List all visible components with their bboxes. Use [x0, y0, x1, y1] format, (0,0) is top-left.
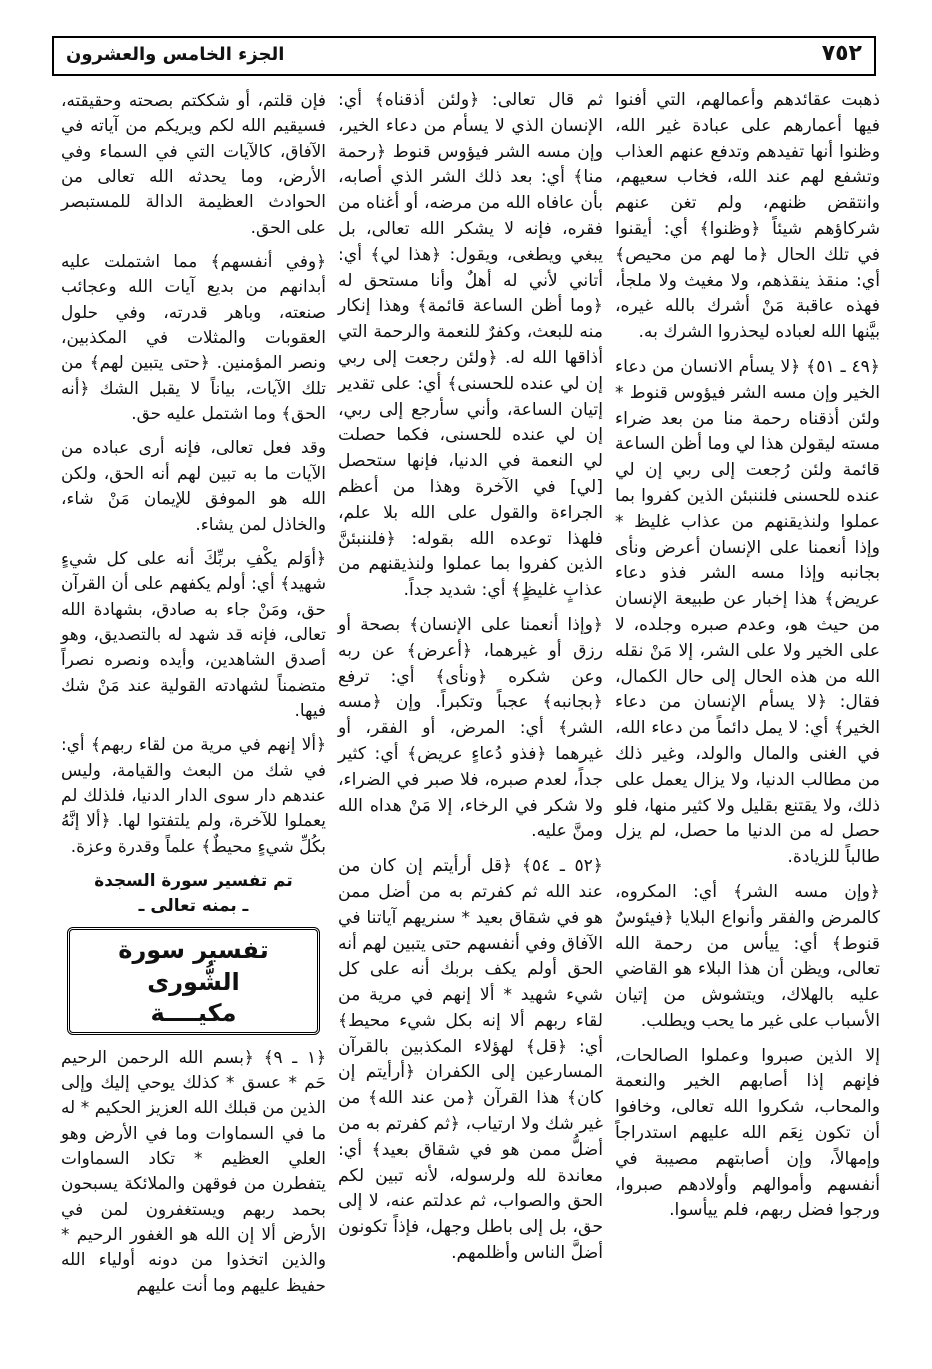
paragraph: ﴿أوَلم يكْفِ بربِّكَ أنه على كل شيءٍ شهيد﴾ أي: أولم يكفهم على أن القرآن حق، ومَنْ جاء به صادق، بشهادة الله تعالى، فإنه قد شهد له بالتصديق، وهو أصدق الشاهدين، وأيده ونصره نصراً متضمناً لشهادته القولية عند مَنْ شك فيها.: [61, 547, 326, 720]
paragraph: ﴿وإن مسه الشر﴾ أي: المكروه، كالمرض والفقر وأنواع البلايا ﴿فيئوسٌ قنوط﴾ أي: ييأس من رحمة الله تعالى، ويظن أن هذا البلاء هو القاضي عليه بالهلاك، ويتشوش من إتيان الأسباب على غير ما يحب ويطلب.: [615, 881, 880, 1031]
page-header: [52, 36, 876, 76]
paragraph: ذهبت عقائدهم وأعمالهم، التي أفنوا فيها أعمارهم على عبادة غير الله، وظنوا أنها تفيدهم وتدفع عنهم العذاب وتشفع لهم عند الله، فخاب سعيهم، وانتقض ظنهم، ولم تغن عنهم شركاؤهم شيئاً ﴿وظنوا﴾ أي: أيقنوا في تلك الحال ﴿ما لهم من محيص﴾ أي: منقذ ينقذهم، ولا مغيث ولا ملجأ، فهذه عاقبة مَنْ أشرك بالله غيره، بيَّنها الله لعباده ليحذروا الشرك به.: [615, 90, 880, 343]
page-number: ٧٥٢: [821, 41, 862, 66]
paragraph: فإن قلتم، أو شككتم بصحته وحقيقته، فسيقيم الله لكم ويريكم من آياته في الآفاق، كالآيات التي في السماء وفي الأرض، وما يحدثه الله تعالى من الحوادث العظيمة الدالة للمستبصر على الحق.: [61, 90, 326, 237]
surah-revelation-type: مكيــــة: [150, 998, 237, 1027]
paragraph: ﴿٤٩ ـ ٥١﴾ ﴿لا يسأم الانسان من دعاء الخير وإن مسه الشر فيؤوس قنوط * ولئن أذقناه رحمة منا من بعد ضراء مسته ليقولن هذا لي وما أظن الساعة قائمة ولئن رُجعت إلى ربي إن لي عنده للحسنى فلننبئن الذين كفروا بما عملوا ولنذيقنهم من عذاب غليظ * وإذا أنعمنا على الإنسان أعرض ونأى بجانبه وإذا مسه الشر فذو دعاء عريض﴾ هذا إخبار عن طبيعة الإنسان من حيث هو، وعدم صبره وجلده، لا على الخير ولا على الشر، إلا مَنْ نقله الله من هذه الحال إلى حال الكمال، فقال: ﴿لا يسأم الإنسان من دعاء الخير﴾ أي: لا يمل دائماً من دعاء الله، في الغنى والمال والولد، وغير ذلك من مطالب الدنيا، ولا يزال يعمل على ذلك، ولا يقتنع بقليل ولا كثير منها، فلو حصل له من الدنيا ما حصل، لم يزل طالباً للزيادة.: [615, 356, 880, 868]
end-of-surah-note-sub: ـ بمنه تعالى ـ: [138, 895, 249, 916]
surah-title: تفسير سورة الشُّورى: [118, 935, 269, 996]
surah-title-box: [67, 927, 320, 1035]
paragraph: إلا الذين صبروا وعملوا الصالحات، فإنهم إذا أصابهم الخير والنعمة والمحاب، شكروا الله تعالى، وخافوا أن تكون نِعَم الله عليهم استدراجاً وإمهالاً، وإن أصابتهم مصيبة في أنفسهم وأموالهم وأولادهم صبروا، ورجوا فضل ربهم، فلم ييأسوا.: [615, 1045, 880, 1221]
column-middle: [338, 88, 603, 1276]
column-left: [61, 88, 326, 1307]
end-of-surah-note: تم تفسير سورة السجدة: [94, 869, 293, 890]
paragraph: ﴿وفي أنفسهم﴾ مما اشتملت عليه أبدانهم من بديع آيات الله وعجائب صنعته، وباهر قدرته، وفي حلول العقوبات والمثلات في المكذبين، ونصر المؤمنين. ﴿حتى يتبين لهم﴾ من تلك الآيات، بياناً لا يقبل الشك ﴿أنه الحق﴾ وما اشتمل عليه حق.: [61, 251, 326, 424]
paragraph: ﴿وإذا أنعمنا على الإنسان﴾ بصحة أو رزق أو غيرهما، ﴿أعرض﴾ عن ربه وعن شكره ﴿ونأى﴾ أي: ترفع ﴿بجانبه﴾ عجباً وتكبراً. وإن ﴿مسه الشر﴾ أي: المرض، أو الفقر، أو غيرهما ﴿فذو دُعاءٍ عريض﴾ أي: كثير جداً، لعدم صبره، فلا صبر في الضراء، ولا شكر في الرخاء، إلا مَنْ هداه الله ومنَّ عليه.: [338, 614, 603, 842]
paragraph: وقد فعل تعالى، فإنه أرى عباده من الآيات ما به تبين لهم أنه الحق، ولكن الله هو الموفق للإيمان مَنْ شاء، والخاذل لمن يشاء.: [61, 437, 326, 534]
paragraph: ﴿٥٢ ـ ٥٤﴾ ﴿قل أرأيتم إن كان من عند الله ثم كفرتم به من أضل ممن هو في شقاق بعيد * سنريهم آياتنا في الآفاق وفي أنفسهم حتى يتبين لهم أنه الحق أولم يكف بربك أنه على كل شيء شهيد * ألا إنهم في مرية من لقاء ربهم ألا إنه بكل شيء محيط﴾ أي: ﴿قل﴾ لهؤلاء المكذبين بالقرآن المسارعين إلى الكفران ﴿أرأيتم إن كان﴾ هذا القرآن ﴿من عند الله﴾ من غير شك ولا ارتياب، ﴿ثم كفرتم به من أضلُّ ممن هو في شقاق بعيد﴾ أي: معاندة لله ولرسوله، لأنه تبين لكم الحق والصواب، ثم عدلتم عنه، لا إلى حق، بل إلى باطل وجهل، فإذاً تكونون أضلَّ الناس وأظلمهم.: [338, 856, 603, 1264]
column-right: [615, 88, 880, 1233]
paragraph: ﴿١ ـ ٩﴾ ﴿بسم الله الرحمن الرحيم حَم * عسق * كذلك يوحي إليك وإلى الذين من قبلك الله العزيز الحكيم * له ما في السماوات وما في الأرض وهو العلي العظيم * تكاد السماوات يتفطرن من فوقهن والملائكة يسبحون بحمد ربهم ويستغفرون لمن في الأرض ألا إن الله هو الغفور الرحيم * والذين اتخذوا من دونه أولياء الله حفيظ عليهم وما أنت عليهم: [61, 1046, 326, 1295]
paragraph: ثم قال تعالى: ﴿ولئن أذقناه﴾ أي: الإنسان الذي لا يسأم من دعاء الخير، وإن مسه الشر فيؤوس قنوط ﴿رحمة منا﴾ أي: بعد ذلك الشر الذي أصابه، بأن عافاه الله من مرضه، أو أغناه من فقره، فإنه لا يشكر الله تعالى، بل يبغي ويطغى، ويقول: ﴿هذا لي﴾ أي: أتاني لأني له أهلٌ وأنا مستحق له ﴿وما أظن الساعة قائمة﴾ وهذا إنكار منه للبعث، وكفرٌ للنعمة والرحمة التي أذاقها الله له. ﴿ولئن رجعت إلى ربي إن لي عنده للحسنى﴾ أي: على تقدير إتيان الساعة، وأني سأرجع إلى ربي، إن لي عنده للحسنى، فكما حصلت لي النعمة في الدنيا، فإنها ستحصل [لي] في الآخرة وهذا من أعظم الجراءة والقول على الله بلا علم، فلهذا توعده الله بقوله: ﴿فلننبئنَّ الذين كفروا بما عملوا ولنذيقنهم من عذابٍ غليظٍ﴾ أي: شديد جداً.: [338, 90, 603, 601]
running-title: الجزء الخامس والعشرون: [66, 44, 285, 65]
paragraph: ﴿ألا إنهم في مرية من لقاء ربهم﴾ أي: في شك من البعث والقيامة، وليس عندهم دار سوى الدار الدنيا، فلذلك لم يعملوا للآخرة، ولم يلتفتوا لها. ﴿ألا إنَّهُ بكُلِّ شيءٍ محيطٌ﴾ علماً وقدرة وعزة.: [61, 734, 326, 856]
